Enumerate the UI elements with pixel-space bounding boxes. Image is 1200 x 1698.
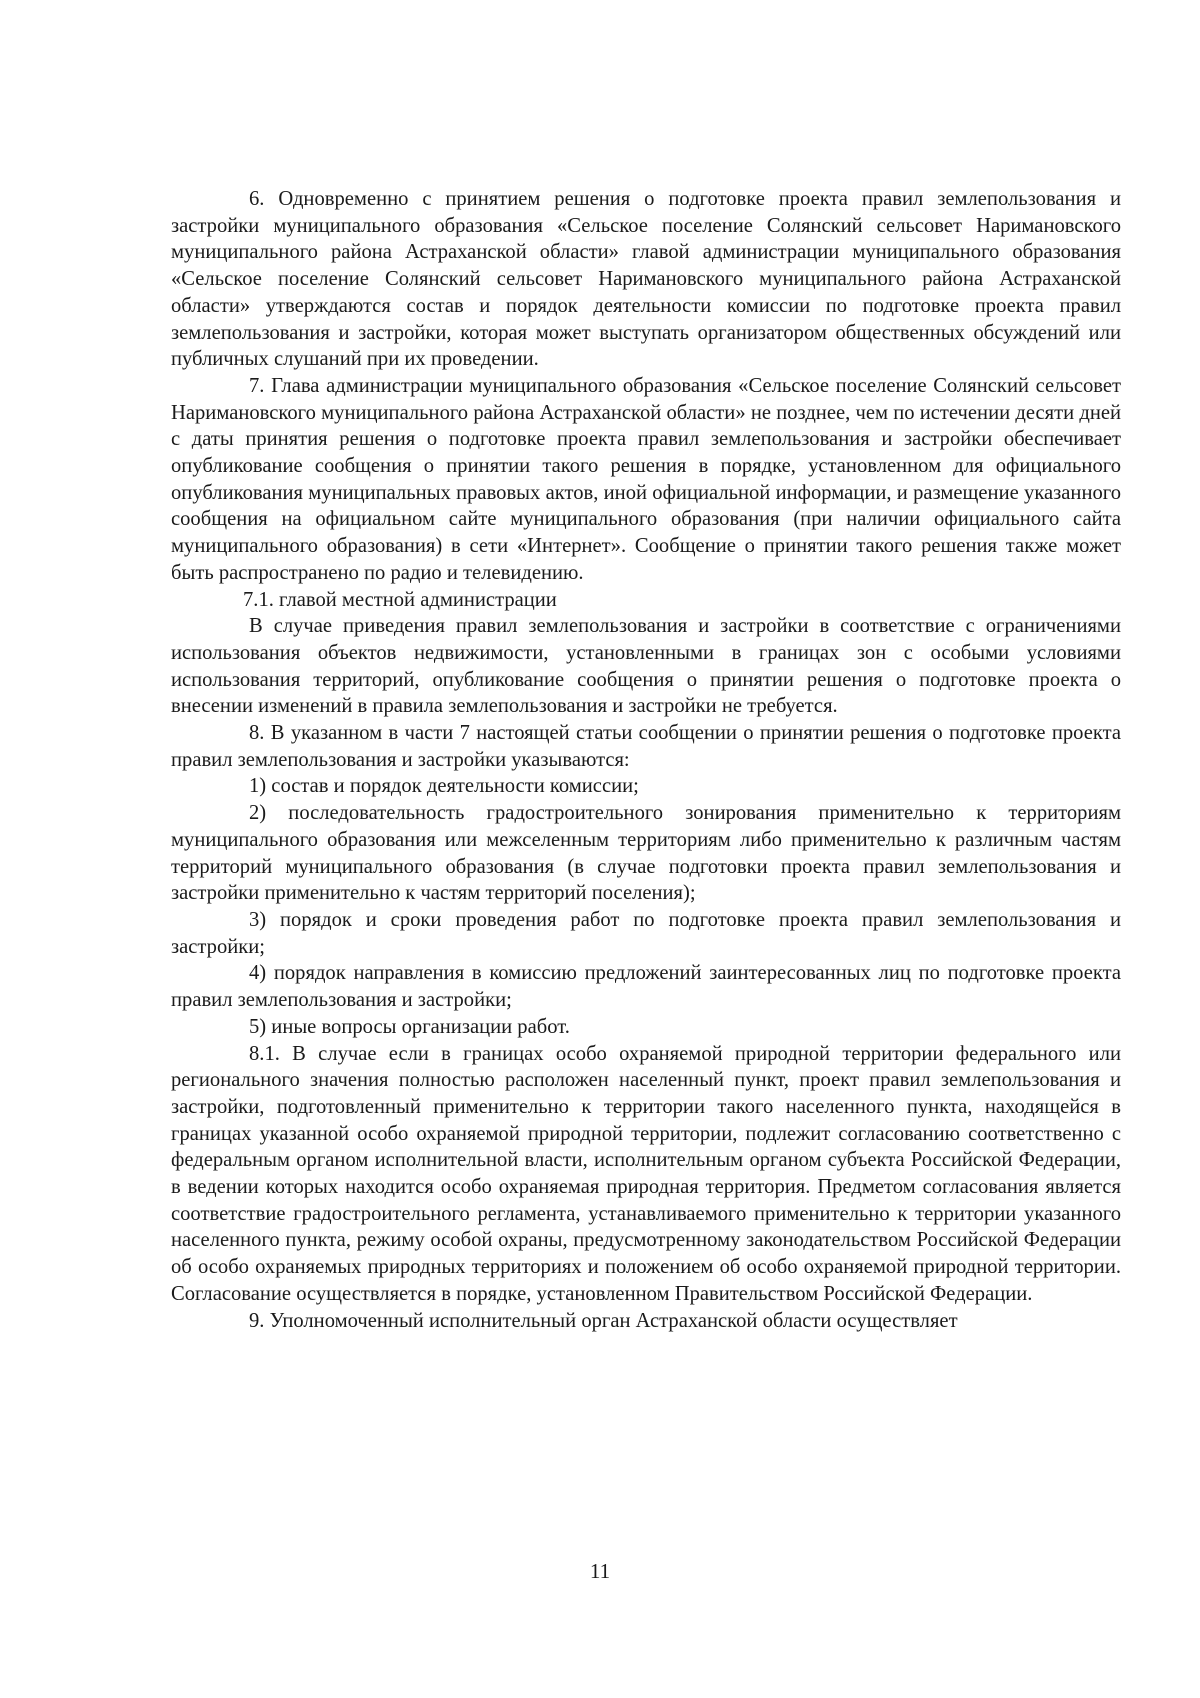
body-text bbox=[171, 186, 1121, 1334]
paragraph-7: 7. Глава администрации муниципального образования «Сельское поселение Солянский сельсовет Наримановского муниципального района Астраханской области» не позднее, чем по истечении десяти дней с даты принятия решения о подготовке проекта правил землепользования и застройки обеспечивает опубликование сообщения о принятии такого решения в порядке, установленном для официального опубликования муниципальных правовых актов, иной официальной информации, и размещение указанного сообщения на официальном сайте муниципального образования (при наличии официального сайта муниципального образования) в сети «Интернет». Сообщение о принятии такого решения также может быть распространено по радио и телевидению. bbox=[171, 374, 1121, 584]
list-item-5: 5) иные вопросы организации работ. bbox=[249, 1015, 570, 1038]
list-item-2: 2) последовательность градостроительного зонирования применительно к территориям муниципального образования или межселенным территориям либо применительно к различным частям территорий муниципального образования (в случае подготовки проекта правил землепользования и застройки применительно к частям территорий поселения); bbox=[171, 802, 1121, 905]
paragraph-8-1: 8.1. В случае если в границах особо охраняемой природной территории федерального или регионального значения полностью расположен населенный пункт, проект правил землепользования и застройки, подготовленный применительно к территории такого населенного пункта, находящейся в границах указанной особо охраняемой природной территории, подлежит согласованию соответственно с федеральным органом исполнительной власти, исполнительным органом субъекта Российской Федерации, в ведении которых находится особо охраняемая природная территория. Предметом согласования является соответствие градостроительного регламента, устанавливаемого применительно к территории указанного населенного пункта, режиму особой охраны, предусмотренному законодательством Российской Федерации об особо охраняемых природных территориях и положением об особо охраняемой природной территории. Согласование осуществляется в порядке, установленном Правительством Российской Федерации. bbox=[171, 1042, 1121, 1305]
paragraph-8: 8. В указанном в части 7 настоящей статьи сообщении о принятии решения о подготовке проекта правил землепользования и застройки указываются: bbox=[171, 722, 1121, 771]
paragraph-7-1: 7.1. главой местной администрации bbox=[243, 588, 557, 611]
paragraph-9: 9. Уполномоченный исполнительный орган Астраханской области осуществляет bbox=[249, 1309, 958, 1332]
paragraph-6: 6. Одновременно с принятием решения о подготовке проекта правил землепользования и застройки муниципального образования «Сельское поселение Солянский сельсовет Наримановского муниципального района Астраханской области» главой администрации муниципального образования «Сельское поселение Солянский сельсовет Наримановского муниципального района Астраханской области» утверждаются состав и порядок деятельности комиссии по подготовке проекта правил землепользования и застройки, которая может выступать организатором общественных обсуждений или публичных слушаний при их проведении. bbox=[171, 188, 1121, 371]
list-item-3: 3) порядок и сроки проведения работ по подготовке проекта правил землепользования и застройки; bbox=[171, 908, 1121, 958]
page-number: 11 bbox=[589, 1559, 611, 1583]
list-item-1: 1) состав и порядок деятельности комиссии; bbox=[249, 775, 639, 798]
paragraph-7-1-text: В случае приведения правил землепользования и застройки в соответствие с ограничениями использования объектов недвижимости, установленными в границах зон с особыми условиями использования территорий, опубликование сообщения о принятии решения о подготовке проекта о внесении изменений в правила землепользования и застройки не требуется. bbox=[171, 615, 1121, 718]
list-item-4: 4) порядок направления в комиссию предложений заинтересованных лиц по подготовке проекта правил землепользования и застройки; bbox=[171, 962, 1121, 1012]
